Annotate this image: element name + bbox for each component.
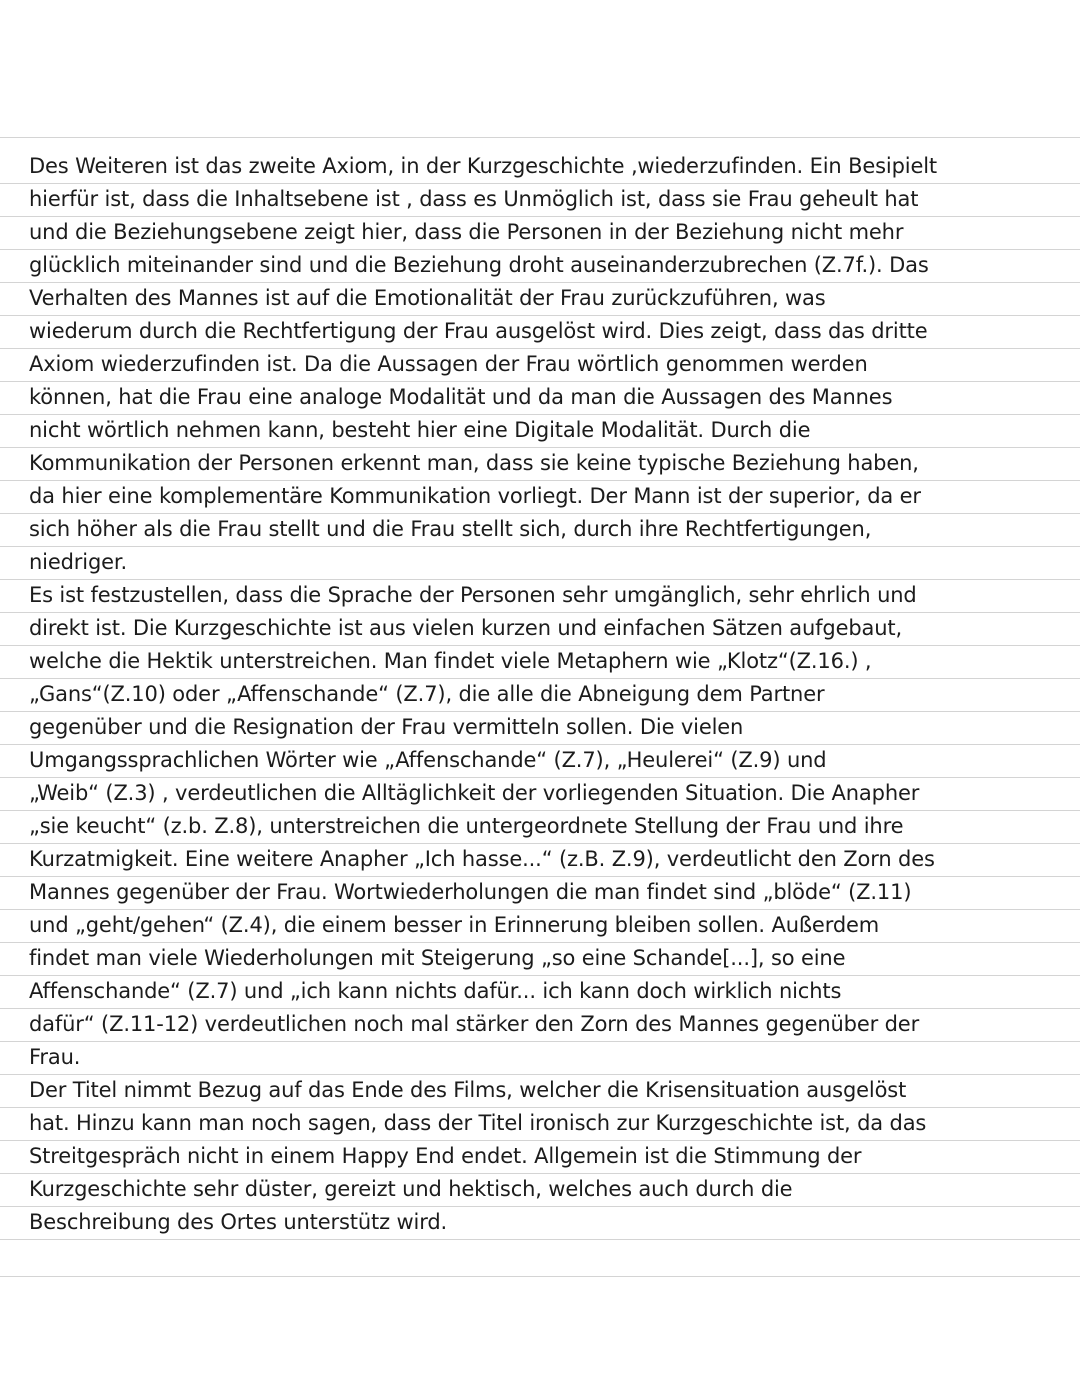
text-line: „Gans“(Z.10) oder „Affenschande“ (Z.7), die alle die Abneigung dem Partner [29,682,825,706]
text-line: welche die Hektik unterstreichen. Man findet viele Metaphern wie „Klotz“(Z.16.) , [29,649,872,673]
text-line: „Weib“ (Z.3) , verdeutlichen die Alltäglichkeit der vorliegenden Situation. Die Anapher [29,781,920,805]
text-line: niedriger. [29,550,127,574]
text-line: direkt ist. Die Kurzgeschichte ist aus vielen kurzen und einfachen Sätzen aufgebaut, [29,616,903,640]
text-line: Umgangssprachlichen Wörter wie „Affenschande“ (Z.7), „Heulerei“ (Z.9) und [29,748,827,772]
text-line: da hier eine komplementäre Kommunikation vorliegt. Der Mann ist der superior, da er [29,484,921,508]
text-line: Affenschande“ (Z.7) und „ich kann nichts dafür... ich kann doch wirklich nichts [29,979,842,1003]
ruled-line [0,1239,1080,1240]
text-line: und „geht/gehen“ (Z.4), die einem besser in Erinnerung bleiben sollen. Außerdem [29,913,880,937]
text-line: glücklich miteinander sind und die Beziehung droht auseinanderzubrechen (Z.7f.). Das [29,253,929,277]
text-line: dafür“ (Z.11-12) verdeutlichen noch mal stärker den Zorn des Mannes gegenüber der [29,1012,920,1036]
ruled-line [0,137,1080,138]
text-line: Mannes gegenüber der Frau. Wortwiederholungen die man findet sind „blöde“ (Z.11) [29,880,912,904]
text-line: und die Beziehungsebene zeigt hier, dass die Personen in der Beziehung nicht mehr [29,220,904,244]
text-line: Der Titel nimmt Bezug auf das Ende des Films, welcher die Krisensituation ausgelöst [29,1078,907,1102]
text-line: können, hat die Frau eine analoge Modalität und da man die Aussagen des Mannes [29,385,893,409]
ruled-line [0,1276,1080,1277]
text-line: Kurzatmigkeit. Eine weitere Anapher „Ich hasse...“ (z.B. Z.9), verdeutlicht den Zorn des [29,847,935,871]
text-line: nicht wörtlich nehmen kann, besteht hier eine Digitale Modalität. Durch die [29,418,811,442]
text-line: wiederum durch die Rechtfertigung der Frau ausgelöst wird. Dies zeigt, dass das dritte [29,319,928,343]
text-line: Kurzgeschichte sehr düster, gereizt und hektisch, welches auch durch die [29,1177,793,1201]
text-line: Verhalten des Mannes ist auf die Emotionalität der Frau zurückzuführen, was [29,286,826,310]
text-line: hat. Hinzu kann man noch sagen, dass der Titel ironisch zur Kurzgeschichte ist, da das [29,1111,927,1135]
text-line: sich höher als die Frau stellt und die Frau stellt sich, durch ihre Rechtfertigungen, [29,517,872,541]
text-line: hierfür ist, dass die Inhaltsebene ist , dass es Unmöglich ist, dass sie Frau geheult hat [29,187,919,211]
text-line: gegenüber und die Resignation der Frau vermitteln sollen. Die vielen [29,715,744,739]
text-line: Es ist festzustellen, dass die Sprache der Personen sehr umgänglich, sehr ehrlich und [29,583,917,607]
text-line: Des Weiteren ist das zweite Axiom, in der Kurzgeschichte ‚wiederzufinden. Ein Besipielt [29,154,937,178]
text-line: Streitgespräch nicht in einem Happy End endet. Allgemein ist die Stimmung der [29,1144,862,1168]
text-line: „sie keucht“ (z.b. Z.8), unterstreichen die untergeordnete Stellung der Frau und ihre [29,814,904,838]
text-line: Beschreibung des Ortes unterstütz wird. [29,1210,448,1234]
text-line: Kommunikation der Personen erkennt man, dass sie keine typische Beziehung haben, [29,451,919,475]
text-line: Axiom wiederzufinden ist. Da die Aussagen der Frau wörtlich genommen werden [29,352,868,376]
text-line: findet man viele Wiederholungen mit Steigerung „so eine Schande[...], so eine [29,946,846,970]
text-line: Frau. [29,1045,81,1069]
